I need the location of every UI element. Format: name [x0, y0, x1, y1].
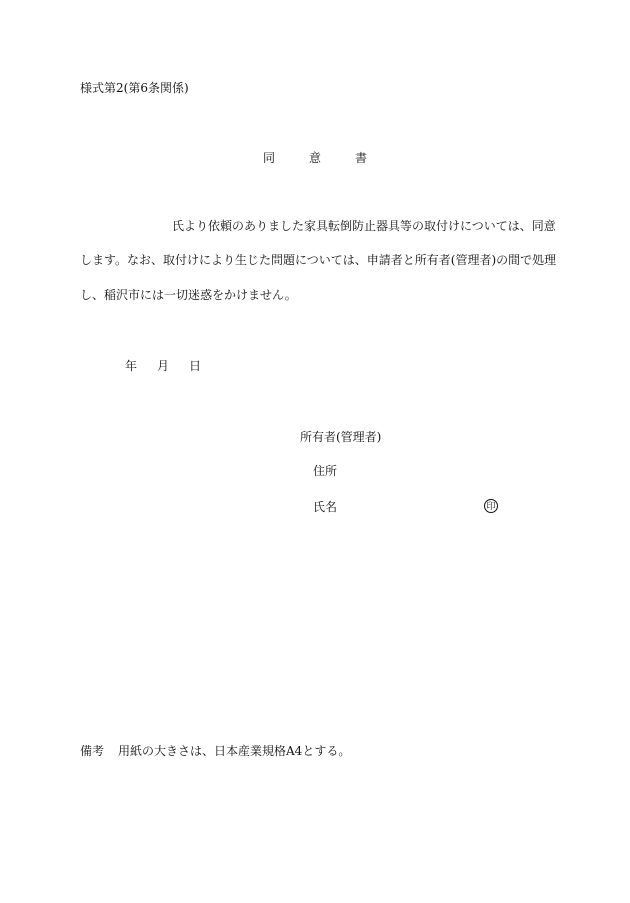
title-char-2: 意: [308, 151, 321, 165]
seal-mark: 印: [484, 499, 498, 513]
document-title: [0, 151, 630, 165]
form-number: 様式第2(第6条関係): [80, 81, 189, 95]
remarks-label: 備考: [80, 744, 105, 758]
title-char-1: 同: [262, 151, 275, 165]
body-line-1: 氏より依頼のありました家具転倒防止器具等の取付けについては、同意: [172, 219, 556, 233]
date-month: 月: [157, 359, 170, 373]
title-char-3: 書: [355, 151, 368, 165]
remarks-text: 用紙の大きさは、日本産業規格A4とする。: [118, 744, 351, 758]
date-year: 年: [125, 359, 138, 373]
remarks: [80, 744, 350, 758]
date-line: [125, 359, 201, 373]
body-line-3: し、稲沢市には一切迷惑をかけません。: [80, 288, 297, 302]
owner-label: 所有者(管理者): [300, 430, 382, 444]
date-day: 日: [189, 359, 202, 373]
address-label: 住所: [313, 464, 338, 478]
name-label: 氏名: [313, 500, 338, 514]
body-line-2: します。なお、取付けにより生じた問題については、申請者と所有者(管理者)の間で処理: [80, 253, 557, 267]
